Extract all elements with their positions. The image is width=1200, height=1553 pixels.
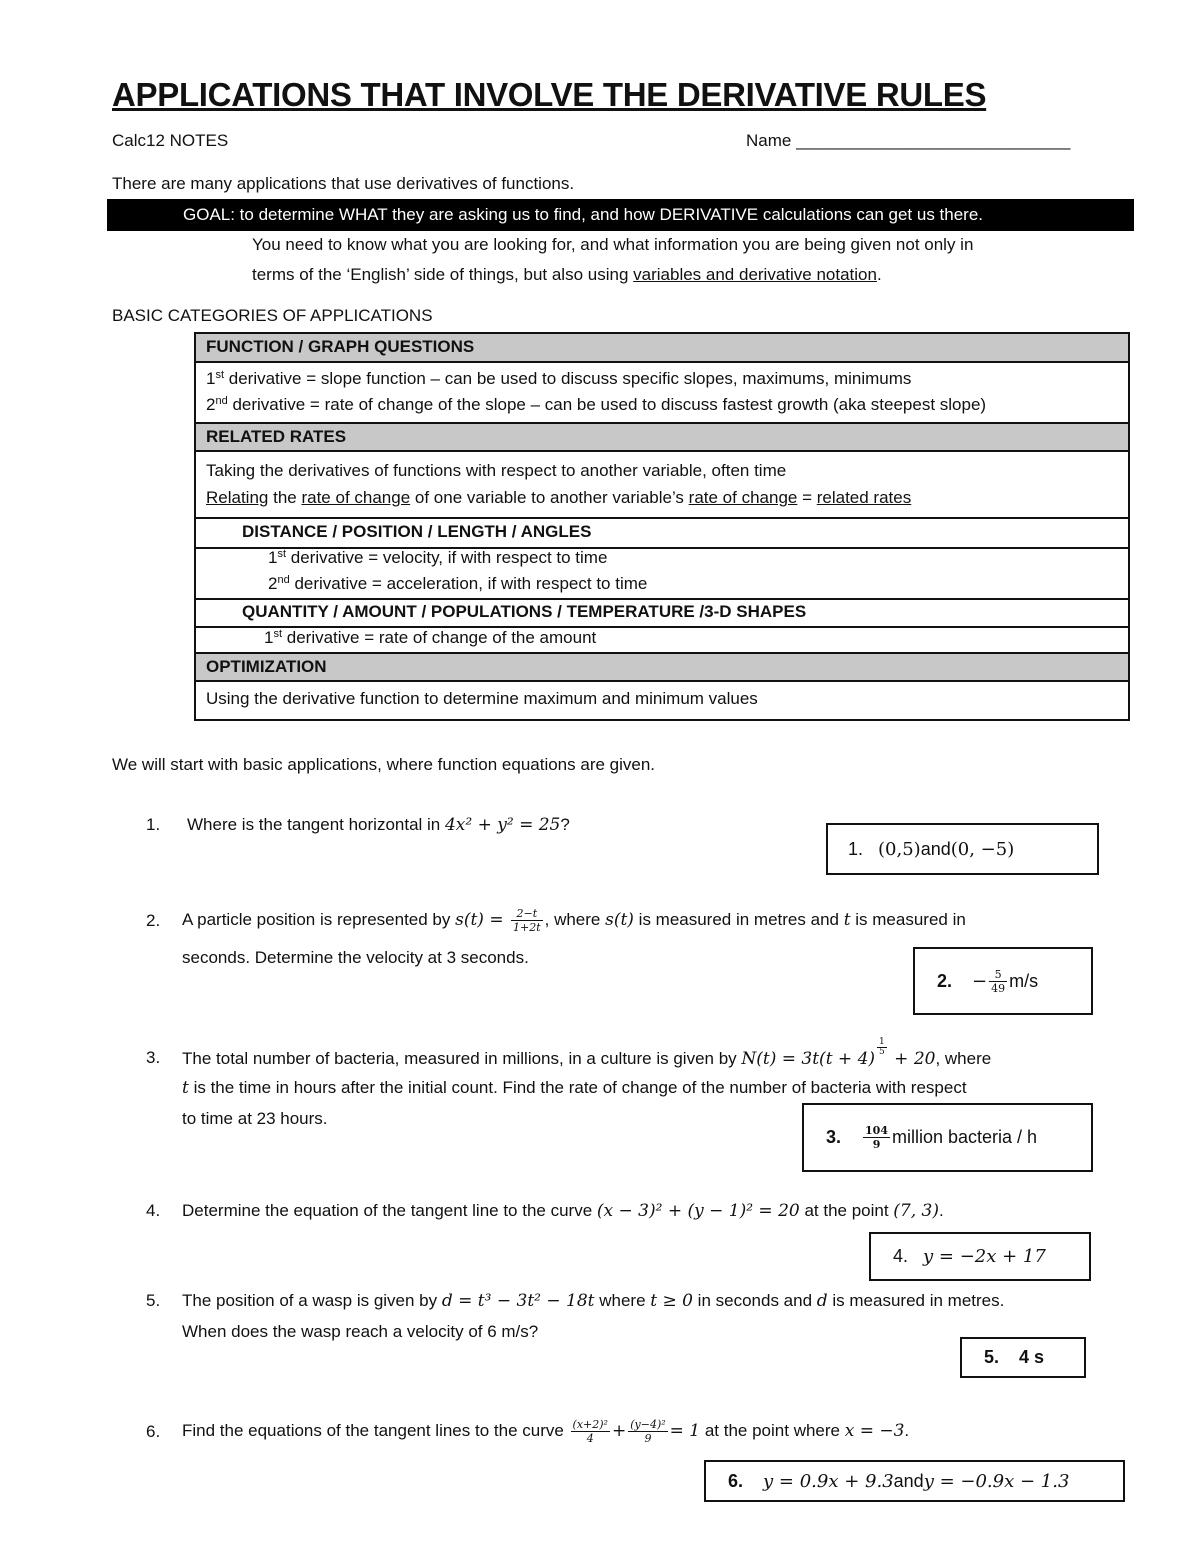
answer-equation: y = −2x + 17 xyxy=(923,1246,1046,1267)
fraction xyxy=(628,1418,667,1445)
line-text: the xyxy=(268,488,302,507)
denominator: 1+2t xyxy=(512,921,541,935)
equation: t xyxy=(182,1078,189,1098)
problem-3-line2 xyxy=(182,1076,967,1100)
answer-equation: y = −0.9x − 1.3 xyxy=(923,1470,1070,1492)
goal-note-line1: You need to know what you are looking for, and what information you are being given not only in xyxy=(252,235,974,254)
numerator: 1 xyxy=(879,1037,885,1047)
equation: s(t) xyxy=(605,910,634,930)
numerator: (y−4)² xyxy=(630,1418,666,1432)
problem-5-line2: When does the wasp reach a velocity of 6 m/s? xyxy=(182,1322,539,1341)
goal-note-underlined: variables and derivative notation xyxy=(633,265,877,284)
plus-sign: + xyxy=(611,1421,627,1441)
ordinal-suffix: nd xyxy=(215,395,228,407)
problem-text: is measured in metres and xyxy=(633,910,844,929)
underlined-text: Relating xyxy=(206,488,269,507)
problem-3-number: 3. xyxy=(146,1048,161,1067)
table-row xyxy=(196,363,1128,424)
problem-text: . xyxy=(939,1201,944,1220)
distance-line2 xyxy=(268,574,1118,594)
function-graph-line1 xyxy=(206,369,1118,389)
exponent-fraction xyxy=(877,1038,887,1057)
intro-line: There are many applications that use derivatives of functions. xyxy=(112,174,575,193)
table-row xyxy=(196,452,1128,519)
equation: d = t³ − 3t² − 18t xyxy=(441,1291,595,1311)
problem-5-line1 xyxy=(182,1289,1004,1313)
denominator: 5 xyxy=(879,1047,885,1057)
problem-4 xyxy=(182,1199,944,1223)
answer-value: (0, −5) xyxy=(950,838,1015,860)
problem-4-number: 4. xyxy=(146,1201,161,1220)
line-text: derivative = slope function – can be used to discuss specific slopes, maximums, minimums xyxy=(224,369,912,388)
answer-sign: − xyxy=(972,970,988,992)
goal-note-line2 xyxy=(252,263,882,287)
answer-number: 6. xyxy=(728,1470,744,1491)
answer-text: and xyxy=(893,1470,924,1491)
problem-1-number: 1. xyxy=(146,815,161,834)
answer-box-5 xyxy=(960,1337,1086,1378)
ordinal-suffix: st xyxy=(277,548,287,560)
equation: = 1 xyxy=(669,1421,701,1441)
equation: 4x² + y² = 25 xyxy=(444,815,561,835)
goal-note-end: . xyxy=(876,265,882,284)
equation: s(t) = xyxy=(455,910,509,930)
related-rates-line2 xyxy=(206,488,1118,508)
ordinal-suffix: st xyxy=(215,369,225,381)
ordinal: 1 xyxy=(206,369,216,388)
problem-text: in seconds and xyxy=(692,1291,817,1310)
ordinal-suffix: st xyxy=(273,628,283,640)
equation: N(t) = 3t(t + 4) xyxy=(741,1049,876,1069)
table-row xyxy=(196,424,1128,452)
optimization-line1: Using the derivative function to determine maximum and minimum values xyxy=(206,689,758,708)
problem-2-number: 2. xyxy=(146,911,161,930)
answer-number: 3. xyxy=(826,1127,842,1147)
function-graph-header: FUNCTION / GRAPH QUESTIONS xyxy=(206,337,475,356)
problem-6 xyxy=(182,1410,909,1452)
problem-text: is measured in xyxy=(850,910,966,929)
answer-value: 4 s xyxy=(1019,1347,1045,1367)
categories-table xyxy=(194,332,1130,721)
ordinal: 1 xyxy=(264,628,274,647)
line-text: derivative = velocity, if with respect to time xyxy=(286,548,608,567)
table-row xyxy=(196,334,1128,363)
quantity-line1 xyxy=(264,628,1118,648)
numerator: 2−t xyxy=(511,907,543,921)
distance-line1 xyxy=(268,548,1118,568)
underlined-text: rate of change xyxy=(301,488,411,507)
optimization-header: OPTIMIZATION xyxy=(206,657,327,676)
problem-text: The total number of bacteria, measured in millions, in a culture is given by xyxy=(182,1049,742,1068)
name-field xyxy=(746,129,1070,153)
fraction xyxy=(571,1418,610,1445)
answer-text: and xyxy=(920,838,951,859)
categories-heading: BASIC CATEGORIES OF APPLICATIONS xyxy=(112,306,433,325)
problem-1 xyxy=(187,813,570,837)
fraction xyxy=(511,907,543,934)
ordinal: 2 xyxy=(206,395,216,414)
answer-number: 4. xyxy=(893,1246,909,1266)
name-line: _____________________________ xyxy=(796,131,1071,150)
problem-text: at the point where xyxy=(700,1421,845,1440)
answer-box-3 xyxy=(802,1103,1093,1172)
line-text: of one variable to another variable’s xyxy=(410,488,689,507)
equation: d xyxy=(816,1291,828,1311)
answer-box-4 xyxy=(869,1232,1091,1281)
underlined-text: related rates xyxy=(816,488,912,507)
answer-number: 1. xyxy=(848,838,864,859)
problem-text: where xyxy=(594,1291,651,1310)
answer-unit: m/s xyxy=(1009,970,1039,991)
equation: (x − 3)² + (y − 1)² = 20 xyxy=(596,1201,800,1221)
problem-text: . xyxy=(904,1421,910,1440)
answer-number: 2. xyxy=(937,970,953,991)
denominator: 4 xyxy=(586,1432,594,1446)
problem-text: Find the equations of the tangent lines to the curve xyxy=(182,1421,569,1440)
function-graph-line2 xyxy=(206,395,1118,415)
problem-3-line3: to time at 23 hours. xyxy=(182,1109,328,1128)
goal-note-text: terms of the ‘English’ side of things, but also using xyxy=(252,265,634,284)
ordinal: 2 xyxy=(268,574,278,593)
numerator: 5 xyxy=(989,968,1007,982)
problem-text: A particle position is represented by xyxy=(182,910,456,929)
denominator: 9 xyxy=(644,1432,652,1446)
denominator: 9 xyxy=(872,1138,881,1151)
answer-unit: million bacteria / h xyxy=(892,1127,1038,1147)
fraction xyxy=(863,1124,890,1151)
problem-text: , where xyxy=(935,1049,992,1068)
denominator: 49 xyxy=(991,981,1006,995)
equation: + 20 xyxy=(888,1049,936,1069)
problem-text: is the time in hours after the initial count. Find the rate of change of the number of bacteria with respect xyxy=(188,1078,967,1097)
problem-text: Determine the equation of the tangent line to the curve xyxy=(182,1201,597,1220)
answer-box-2 xyxy=(913,947,1093,1015)
line-text: derivative = acceleration, if with respect to time xyxy=(289,574,648,593)
problem-text: at the point xyxy=(799,1201,894,1220)
equation: (7, 3) xyxy=(893,1201,940,1221)
problem-text: , where xyxy=(544,910,606,929)
numerator: 104 xyxy=(865,1124,888,1137)
problem-text: Where is the tangent horizontal in xyxy=(187,815,445,834)
equation: x = −3 xyxy=(844,1421,905,1441)
answer-box-6 xyxy=(704,1460,1125,1502)
answer-number: 5. xyxy=(984,1347,1000,1367)
related-rates-line1: Taking the derivatives of functions with respect to another variable, often time xyxy=(206,461,787,480)
name-label: Name xyxy=(746,131,792,150)
problem-3-line1 xyxy=(182,1038,991,1078)
line-text: derivative = rate of change of the amount xyxy=(282,628,597,647)
answer-value: (0,5) xyxy=(878,838,921,860)
underlined-text: rate of change xyxy=(688,488,798,507)
numerator: (x+2)² xyxy=(572,1418,608,1432)
course-label: Calc12 NOTES xyxy=(112,131,229,150)
problem-text: ? xyxy=(560,815,570,834)
page-title: APPLICATIONS THAT INVOLVE THE DERIVATIVE RULES xyxy=(112,76,987,113)
answer-box-1 xyxy=(826,823,1099,875)
line-text: = xyxy=(797,488,817,507)
table-row xyxy=(196,654,1128,682)
related-rates-header: RELATED RATES xyxy=(206,427,347,446)
problem-2-line1 xyxy=(182,902,966,938)
problem-2-line2: seconds. Determine the velocity at 3 seconds. xyxy=(182,948,529,967)
problem-text: is measured in metres. xyxy=(827,1291,1005,1310)
quantity-header: QUANTITY / AMOUNT / POPULATIONS / TEMPERATURE /3-D SHAPES xyxy=(242,602,807,621)
table-row xyxy=(196,600,1128,654)
problems-intro: We will start with basic applications, where function equations are given. xyxy=(112,755,656,774)
equation: t ≥ 0 xyxy=(650,1291,693,1311)
ordinal: 1 xyxy=(268,548,278,567)
equation: t xyxy=(843,910,851,930)
problem-6-number: 6. xyxy=(146,1422,161,1441)
fraction xyxy=(989,968,1007,995)
distance-header: DISTANCE / POSITION / LENGTH / ANGLES xyxy=(242,522,592,541)
line-text: derivative = rate of change of the slope – can be used to discuss fastest growth (aka steepest slope) xyxy=(227,395,987,414)
goal-banner: GOAL: to determine WHAT they are asking us to find, and how DERIVATIVE calculations can get us there. xyxy=(107,199,1134,231)
ordinal-suffix: nd xyxy=(277,574,290,586)
problem-5-number: 5. xyxy=(146,1291,161,1310)
problem-text: The position of a wasp is given by xyxy=(182,1291,442,1310)
answer-equation: y = 0.9x + 9.3 xyxy=(763,1470,894,1492)
table-row xyxy=(196,682,1128,719)
table-row xyxy=(196,519,1128,600)
